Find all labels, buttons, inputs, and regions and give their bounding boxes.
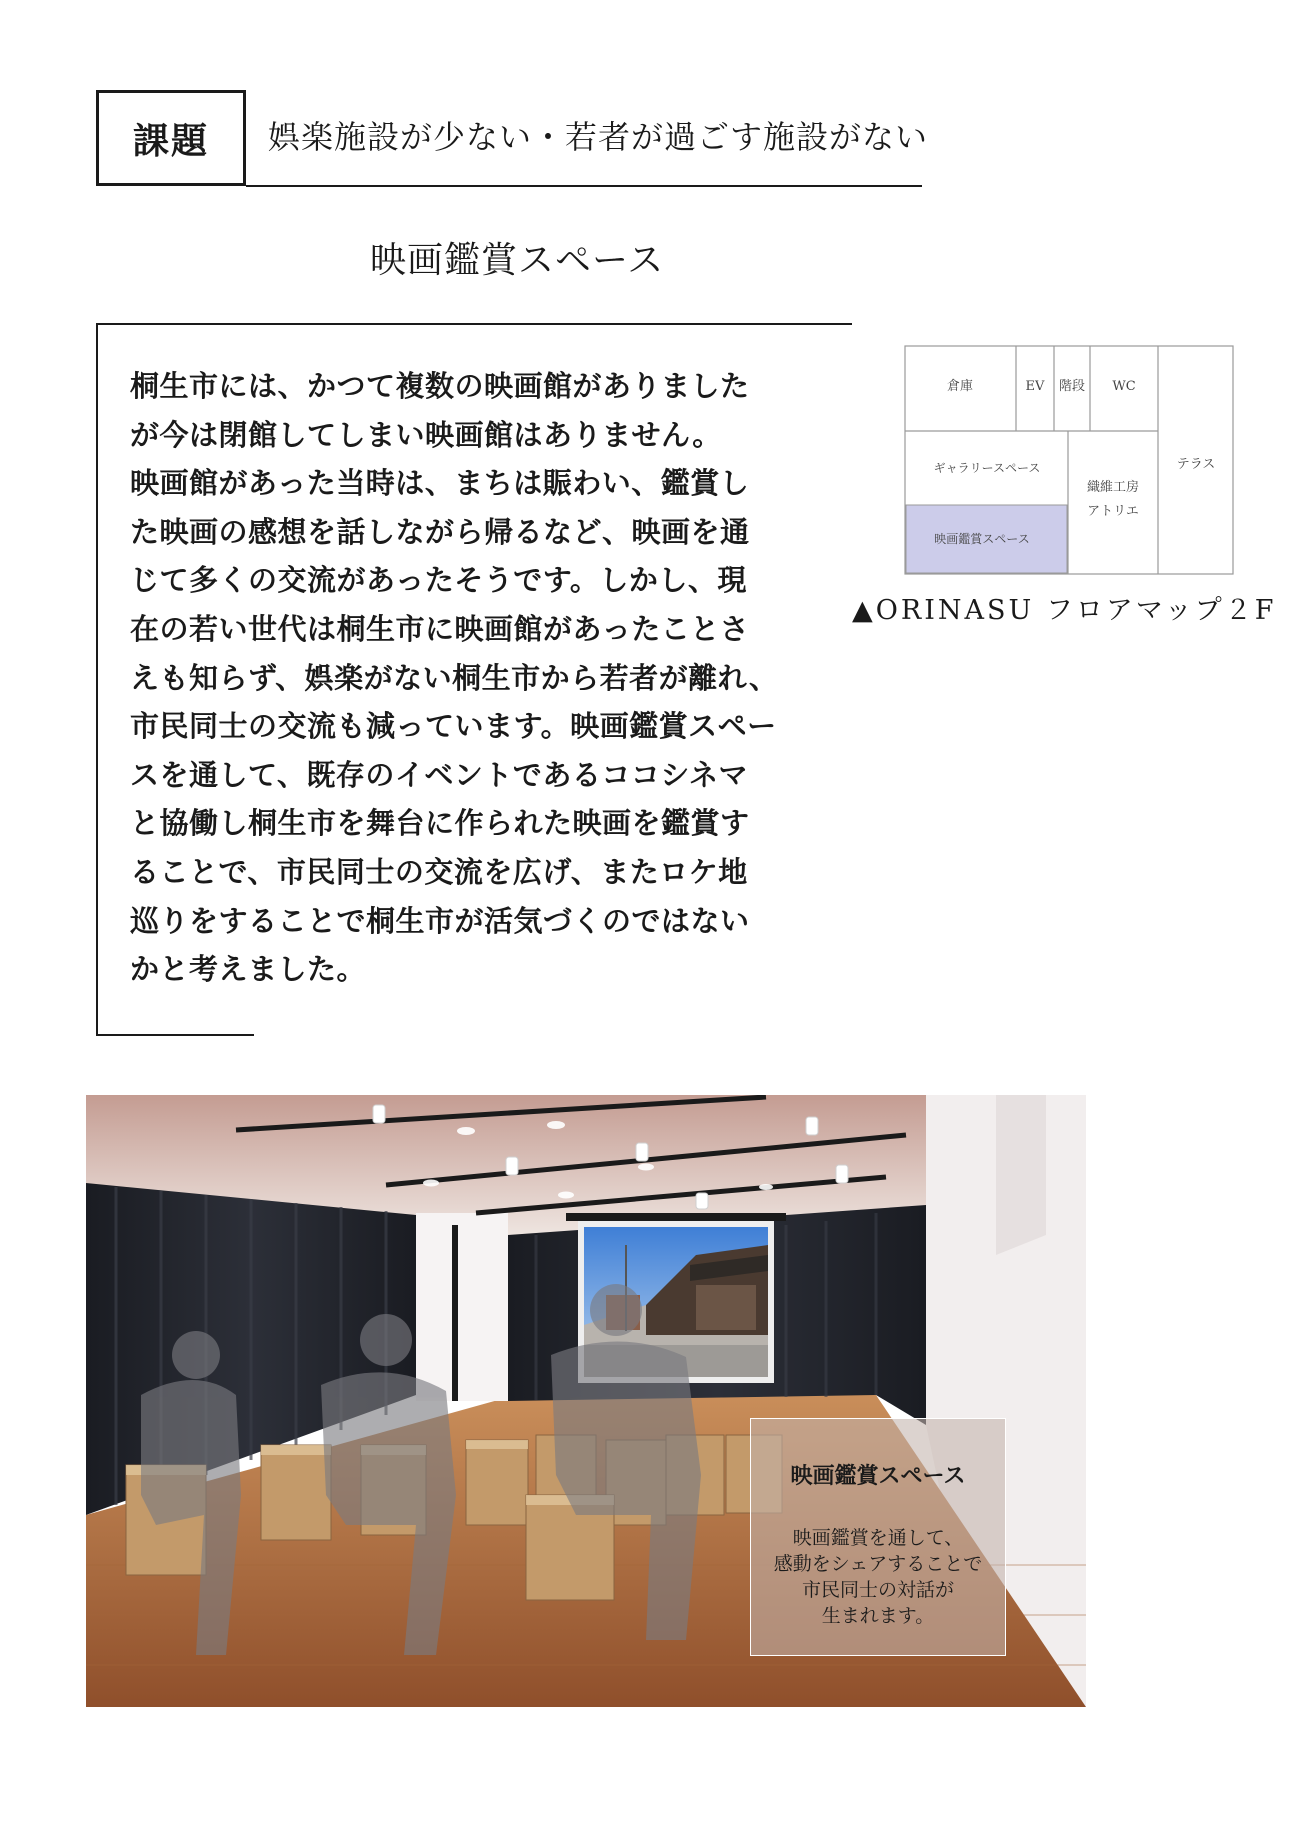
panel-line: 感動をシェアすることで — [773, 1553, 983, 1575]
floor-map — [904, 345, 1234, 577]
room-atelier-1: 織維工房 — [1086, 480, 1140, 495]
body-line: 映画館があった当時は、まちは賑わい、鑑賞し — [130, 466, 750, 501]
body-line: かと考えました。 — [130, 952, 367, 987]
body-line: が今は閉館してしまい映画館はありません。 — [130, 417, 722, 452]
section-title: 映画鑑賞スペース — [370, 240, 665, 281]
body-line: えも知らず、娯楽がない桐生市から若者が離れ、 — [130, 660, 779, 695]
room-ev: EV — [1025, 379, 1045, 394]
floor-map-caption: ▲ORINASU フロアマップ２F — [852, 595, 1277, 626]
body-line: 巡りをすることで桐生市が活気づくのではない — [130, 903, 750, 938]
room-wc: WC — [1112, 379, 1136, 394]
panel-line: 市民同士の対話が — [801, 1579, 954, 1601]
room-cinema: 映画鑑賞スペース — [934, 532, 1030, 546]
body-frame-left — [96, 323, 98, 1035]
issue-underline — [246, 185, 922, 187]
room-atelier-2: アトリエ — [1087, 504, 1139, 519]
room-storage: 倉庫 — [946, 379, 974, 394]
panel-line: 映画鑑賞を通して、 — [792, 1527, 964, 1549]
room-stairs: 階段 — [1058, 379, 1086, 394]
panel-body — [751, 1525, 1005, 1629]
body-line: 桐生市には、かつて複数の映画館がありました — [130, 369, 750, 403]
body-frame-bottom — [96, 1034, 254, 1036]
room-gallery: ギャラリースペース — [933, 461, 1041, 475]
body-line: スを通して、既存のイベントであるココシネマ — [130, 757, 749, 792]
panel-title: 映画鑑賞スペース — [790, 1463, 966, 1489]
body-line: と協働し桐生市を舞台に作られた映画を鑑賞す — [130, 806, 750, 841]
panel-line: 生まれます。 — [821, 1605, 935, 1627]
issue-label-box — [96, 90, 246, 186]
body-text — [130, 362, 842, 994]
body-line: ることで、市民同士の交流を広げ、またロケ地 — [130, 854, 748, 889]
body-line: た映画の感想を話しながら帰るなど、映画を通 — [130, 514, 750, 549]
room-terrace: テラス — [1176, 457, 1216, 472]
issue-label: 課題 — [132, 120, 209, 162]
illustration-caption-panel — [750, 1418, 1006, 1656]
body-line: 市民同士の交流も減っています。映画鑑賞スペー — [130, 709, 777, 744]
issue-text: 娯楽施設が少ない・若者が過ごす施設がない — [268, 118, 929, 156]
body-line: 在の若い世代は桐生市に映画館があったことさ — [130, 611, 750, 646]
body-line: じて多くの交流があったそうです。しかし、現 — [130, 563, 747, 598]
body-frame-top — [96, 323, 852, 325]
